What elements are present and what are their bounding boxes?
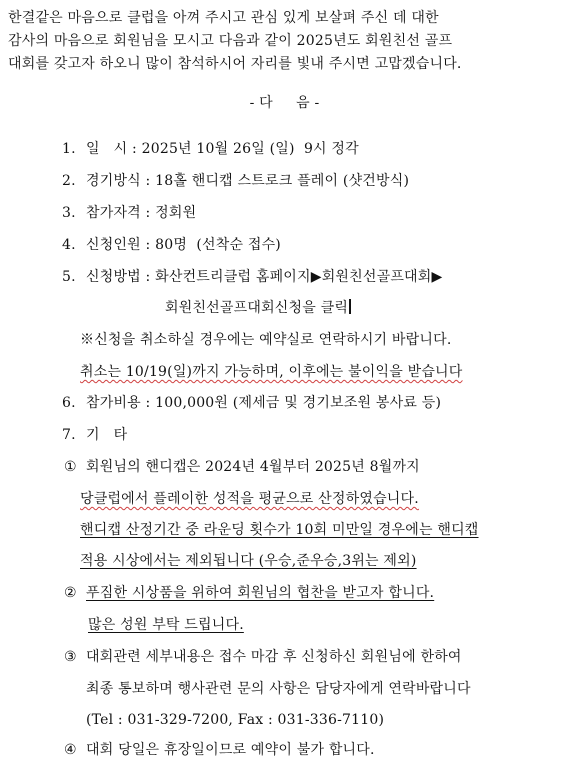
item-date bbox=[62, 140, 359, 158]
other-item-3 bbox=[64, 648, 462, 666]
item-format bbox=[62, 172, 409, 190]
item-value: 100,000원 (제세금 및 경기보조원 봉사료 등) bbox=[155, 395, 442, 411]
notice-heading: - 다 음 - bbox=[249, 95, 320, 111]
other-item-text: 대회 당일은 휴장일이므로 예약이 불가 합니다. bbox=[86, 742, 375, 758]
other-item-4 bbox=[64, 741, 375, 759]
circled-number: ② bbox=[64, 585, 77, 601]
other-item-1-line-3: 핸디캡 산정기간 중 라운딩 횟수가 10회 미만일 경우에는 핸디캡 bbox=[80, 522, 479, 538]
other-item-2-line-2: 많은 성원 부탁 드립니다. bbox=[88, 617, 244, 633]
circled-number: ③ bbox=[64, 649, 77, 665]
item-other bbox=[62, 426, 127, 444]
item-method bbox=[62, 268, 442, 286]
item-value: 18홀 핸디캡 스트로크 플레이 (샷건방식) bbox=[155, 173, 410, 189]
item-label: 참가비용 bbox=[86, 395, 141, 411]
other-item-3-contact: (Tel : 031-329-7200, Fax : 031-336-7110) bbox=[86, 712, 385, 728]
item-separator: : bbox=[140, 205, 156, 221]
item-number: 6. bbox=[62, 395, 76, 411]
other-item-1-line-4: 적용 시상에서는 제외됩니다 (우승,준우승,3위는 제외) bbox=[80, 553, 417, 569]
item-value: 정회원 bbox=[155, 205, 197, 221]
other-item-1 bbox=[64, 458, 420, 476]
item-separator: : bbox=[140, 269, 156, 285]
text-cursor bbox=[349, 299, 351, 314]
item-value: 80명 (선착순 접수) bbox=[155, 237, 281, 253]
intro-line-1: 한결같은 마음으로 클럽을 아껴 주시고 관심 있게 보살펴 주신 데 대한 bbox=[8, 10, 439, 26]
other-item-text: 회원님의 핸디캡은 2024년 4월부터 2025년 8월까지 bbox=[86, 459, 420, 475]
item-number: 5. bbox=[62, 269, 76, 285]
item-label: 참가자격 bbox=[86, 205, 141, 221]
item-separator: : bbox=[140, 237, 156, 253]
item-number: 1. bbox=[62, 141, 76, 157]
intro-line-2: 감사의 마음으로 회원님을 모시고 다음과 같이 2025년도 회원친선 골프 bbox=[8, 33, 453, 49]
other-item-text: 푸짐한 시상품을 위하여 회원님의 협찬을 받고자 합니다. bbox=[86, 585, 435, 601]
item-separator: : bbox=[140, 173, 156, 189]
item-number: 7. bbox=[62, 427, 76, 443]
item-label: 경기방식 bbox=[86, 173, 141, 189]
other-item-2 bbox=[64, 584, 434, 602]
other-item-3-line-2: 최종 통보하며 행사관련 문의 사항은 담당자에게 연락바랍니다 bbox=[86, 681, 471, 697]
item-number: 2. bbox=[62, 173, 76, 189]
item-method-continued bbox=[165, 299, 351, 317]
item-number: 3. bbox=[62, 205, 76, 221]
item-separator: : bbox=[127, 141, 142, 157]
item-label: 신청방법 bbox=[86, 269, 141, 285]
item-label: 신청인원 bbox=[86, 237, 141, 253]
item-capacity bbox=[62, 236, 281, 254]
cancel-note-2: 취소는 10/19(일)까지 가능하며, 이후에는 불이익을 받습니다 bbox=[80, 364, 463, 380]
item-separator: : bbox=[140, 395, 156, 411]
item-value: 2025년 10월 26일 (일) 9시 정각 bbox=[141, 141, 359, 157]
item-label: 일 시 bbox=[86, 141, 128, 157]
item-value: 화산컨트리클럽 홈페이지▶회원친선골프대회▶ bbox=[155, 269, 443, 285]
item-label: 기 타 bbox=[86, 427, 128, 443]
other-item-1-line-2: 당클럽에서 플레이한 성적을 평균으로 산정하였습니다. bbox=[80, 491, 419, 507]
circled-number: ④ bbox=[64, 742, 77, 758]
item-fee bbox=[62, 394, 441, 412]
item-value-2: 회원친선골프대회신청을 클릭 bbox=[165, 300, 349, 316]
intro-line-3: 대회를 갖고자 하오니 많이 참석하시어 자리를 빛내 주시면 고맙겠습니다. bbox=[8, 56, 462, 72]
cancel-note-1: ※신청을 취소하실 경우에는 예약실로 연락하시기 바랍니다. bbox=[80, 332, 452, 348]
item-eligibility bbox=[62, 204, 196, 222]
circled-number: ① bbox=[64, 459, 77, 475]
item-number: 4. bbox=[62, 237, 76, 253]
other-item-text: 대회관련 세부내용은 접수 마감 후 신청하신 회원님에 한하여 bbox=[86, 649, 462, 665]
